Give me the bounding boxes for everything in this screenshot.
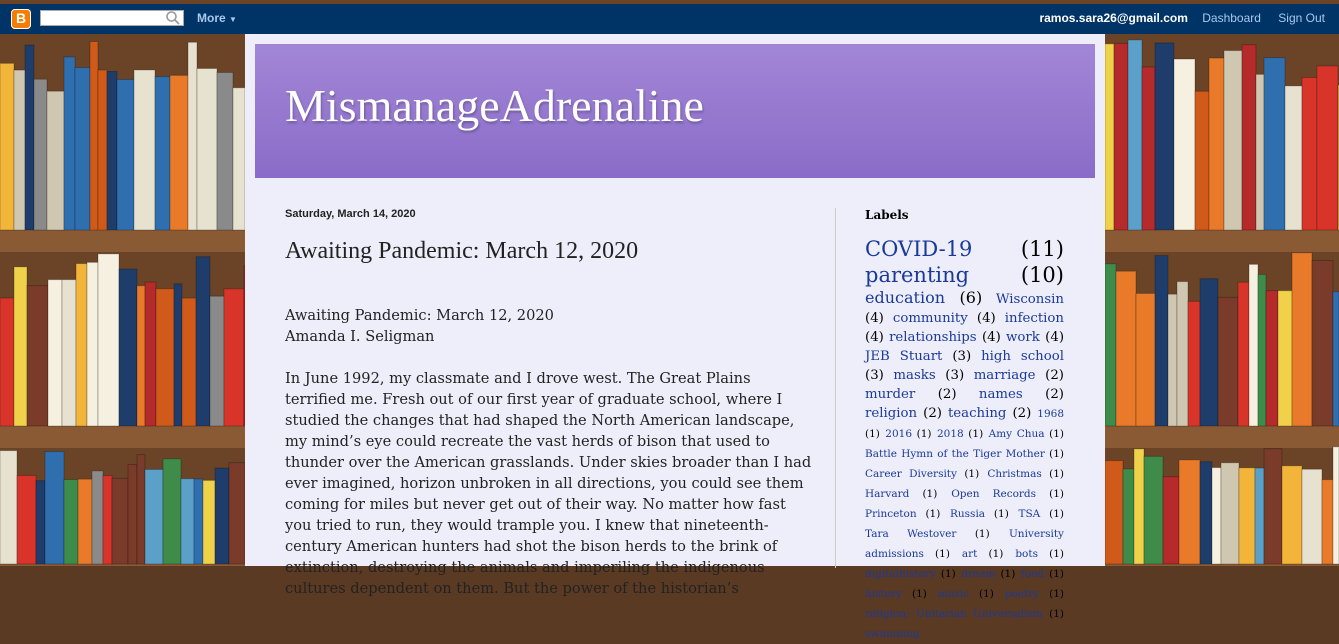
book-spine — [1221, 463, 1239, 564]
label-item — [865, 349, 971, 364]
label-count: (6) — [945, 288, 983, 307]
label-count: (4) — [976, 330, 1001, 345]
book-spine — [27, 286, 48, 426]
label-count: (1) — [923, 548, 950, 560]
book-spine — [196, 257, 210, 426]
book-spine — [1212, 468, 1221, 564]
label-link[interactable]: relationships — [889, 330, 977, 345]
book-spine — [1134, 449, 1144, 564]
book-spine — [1258, 274, 1266, 426]
book-spine — [1317, 66, 1338, 230]
label-count: (2) — [915, 387, 957, 402]
label-link[interactable]: music — [937, 588, 970, 600]
post-paragraph: In June 1992, my classmate and I drove west. The Great Plains terrified me. Fresh out of our first year of graduate school, where I studied the changes that had shaped the North American landscape, my mind’s eye could recreate the vast herds of bison that used to thunder over the American grasslands. Under skies broader than I had ever imagined, horizon unbroken in all directions, you could see them coming for miles but never get out of their way. No matter how fast you tried to run, they would trample you. I knew that nineteenth-century American hunters had shot the bison herds to the brink of extinction, destroying the animals and imperiling the indigenous cultures dependent on them. But the power of the historian’s — [285, 370, 812, 597]
book-spine — [1249, 264, 1258, 426]
label-link[interactable]: JEB Stuart — [865, 349, 943, 364]
book-spine — [163, 459, 181, 564]
book-spine — [1123, 469, 1134, 564]
label-link[interactable]: Christmas — [987, 468, 1042, 480]
book-spine — [87, 262, 98, 426]
book-spine — [182, 298, 196, 426]
book-spine — [1302, 77, 1317, 230]
book-spine — [1114, 43, 1128, 230]
label-link[interactable]: Princeton — [865, 508, 917, 520]
label-link[interactable]: Battle Hymn of the Tiger Mother — [865, 448, 1045, 460]
book-spine — [1142, 67, 1155, 230]
label-item — [1006, 330, 1064, 345]
label-count: (11) — [972, 237, 1064, 261]
labels-widget-title: Labels — [865, 208, 909, 222]
label-item — [893, 311, 996, 326]
blogger-logo-icon[interactable]: B — [11, 9, 31, 29]
label-count: (3) — [935, 368, 965, 383]
label-count: (1) — [1041, 468, 1064, 480]
post-body — [285, 305, 815, 599]
chevron-down-icon: ▼ — [229, 15, 237, 24]
label-link[interactable]: names — [978, 387, 1023, 402]
label-item — [865, 628, 920, 640]
label-count: (1) — [956, 528, 990, 540]
book-spine — [112, 478, 128, 564]
label-item — [885, 428, 931, 440]
label-count: (1) — [995, 568, 1016, 580]
label-link[interactable]: religion — [865, 406, 918, 421]
book-spine — [92, 471, 103, 564]
label-item — [865, 488, 937, 500]
label-count: (4) — [1039, 330, 1065, 345]
book-spine — [194, 479, 203, 564]
blog-header — [255, 44, 1095, 178]
book-spine — [1195, 91, 1209, 230]
label-count: (1) — [909, 488, 938, 500]
book-spine — [1136, 293, 1155, 426]
book-spine — [224, 289, 244, 426]
label-item — [989, 428, 1064, 440]
book-spine — [1255, 468, 1264, 564]
book-spine — [78, 479, 92, 564]
shelf-plank — [1105, 230, 1339, 252]
label-link[interactable]: bots — [1015, 548, 1038, 560]
book-spine — [62, 280, 76, 426]
book-spine — [188, 42, 197, 230]
blog-content — [245, 34, 1105, 640]
book-spine — [64, 480, 78, 564]
label-item — [1005, 588, 1064, 600]
book-spine — [145, 469, 163, 564]
label-item — [865, 406, 942, 421]
label-count: (1) — [985, 508, 1009, 520]
book-spine — [215, 468, 229, 564]
book-spine — [1155, 43, 1174, 230]
label-link[interactable]: Amy Chua — [988, 428, 1045, 440]
label-item — [865, 528, 990, 540]
column-divider — [835, 208, 836, 568]
label-link[interactable]: food — [1021, 568, 1045, 580]
label-link[interactable]: Tara Westover — [865, 528, 957, 540]
book-spine — [229, 463, 245, 564]
book-spine — [1188, 301, 1200, 426]
label-item — [974, 368, 1064, 383]
blogger-navbar — [0, 4, 1339, 34]
label-item — [1021, 568, 1064, 580]
book-spine — [47, 91, 64, 230]
label-item — [1015, 548, 1064, 560]
book-spine — [1264, 449, 1282, 564]
book-spine — [1322, 480, 1333, 564]
label-link[interactable]: Open Records — [951, 488, 1037, 500]
book-spine — [1266, 291, 1278, 426]
label-link[interactable]: masks — [893, 368, 936, 383]
label-link[interactable]: swimming — [865, 628, 920, 640]
book-spine — [155, 77, 170, 230]
label-link[interactable]: art — [961, 548, 978, 560]
book-spine — [1224, 51, 1242, 230]
label-item — [987, 468, 1064, 480]
label-item — [865, 237, 1064, 261]
label-item — [865, 288, 982, 307]
label-link[interactable]: 2016 — [885, 428, 913, 440]
book-spine — [119, 269, 137, 426]
book-spine — [1282, 466, 1302, 564]
book-spine — [1302, 469, 1322, 564]
label-link[interactable]: TSA — [1018, 508, 1041, 520]
book-spine — [1155, 256, 1168, 426]
label-link[interactable]: dream — [961, 568, 996, 580]
book-spine — [64, 57, 75, 230]
label-count: (1) — [936, 568, 956, 580]
book-spine — [1200, 462, 1212, 564]
label-count: (1) — [1037, 548, 1064, 560]
book-spine — [117, 79, 134, 230]
book-spine — [170, 75, 188, 230]
book-spine — [1333, 447, 1339, 564]
blog-title[interactable]: MismanageAdrenaline — [285, 80, 704, 131]
label-count: (1) — [969, 588, 994, 600]
book-spine — [1278, 291, 1292, 426]
book-spine — [181, 479, 194, 564]
label-count: (1) — [1042, 608, 1064, 620]
label-count: (3) — [942, 349, 972, 364]
label-count: (2) — [917, 406, 942, 421]
book-spine — [1105, 461, 1123, 564]
label-count: (1) — [1040, 508, 1064, 520]
label-link[interactable]: Harvard — [865, 488, 910, 500]
book-spine — [1105, 264, 1116, 426]
label-count: (2) — [1022, 387, 1064, 402]
label-link[interactable]: 1968 — [1037, 408, 1065, 420]
book-spine — [1242, 45, 1256, 230]
label-link[interactable]: history — [865, 588, 903, 600]
label-link[interactable]: Wisconsin — [995, 292, 1064, 307]
book-spine — [210, 296, 224, 426]
shelf-plank — [1105, 426, 1339, 448]
sign-out-link[interactable]: Sign Out — [1278, 11, 1325, 25]
label-item — [865, 468, 979, 480]
label-count: (1) — [865, 428, 880, 440]
book-spine — [36, 481, 45, 564]
book-spine — [203, 480, 215, 564]
label-link[interactable]: marriage — [973, 368, 1036, 383]
label-item — [893, 368, 964, 383]
label-count: (1) — [977, 548, 1004, 560]
book-spine — [75, 68, 90, 230]
book-spine — [145, 282, 156, 426]
label-item — [865, 263, 1064, 287]
label-count: (1) — [916, 508, 941, 520]
label-item — [961, 568, 1015, 580]
more-label: More — [197, 11, 226, 25]
label-item — [865, 508, 940, 520]
navbar-right — [1039, 11, 1339, 25]
label-item — [865, 568, 956, 580]
book-spine — [98, 254, 119, 426]
book-spine — [174, 284, 182, 426]
label-link[interactable]: 2018 — [936, 428, 964, 440]
label-count: (2) — [1006, 406, 1032, 421]
book-spine — [0, 451, 17, 564]
book-spine — [107, 71, 117, 230]
label-item — [948, 406, 1031, 421]
book-spine — [1144, 456, 1163, 564]
label-count: (1) — [1044, 428, 1065, 440]
book-spine — [1174, 59, 1195, 230]
label-item — [889, 330, 1001, 345]
label-count: (4) — [967, 311, 996, 326]
main-column — [285, 208, 815, 620]
label-count: (10) — [969, 263, 1064, 287]
book-spine — [1209, 58, 1224, 230]
book-spine — [1128, 40, 1142, 230]
book-spine — [1238, 282, 1249, 426]
book-spine — [17, 475, 36, 564]
book-spine — [134, 70, 155, 230]
book-spine — [1177, 282, 1188, 426]
book-spine — [1256, 74, 1264, 230]
book-spine — [1168, 294, 1177, 426]
book-spine — [1179, 460, 1200, 564]
label-item — [865, 448, 1064, 460]
label-count: (1) — [1044, 448, 1064, 460]
book-spine — [128, 464, 137, 564]
book-spine — [1285, 86, 1302, 230]
label-item — [950, 508, 1009, 520]
label-link[interactable]: poetry — [1004, 588, 1040, 600]
label-link[interactable]: work — [1006, 330, 1040, 345]
book-spine — [1200, 279, 1218, 426]
label-item — [865, 608, 1064, 620]
label-link[interactable]: Russia — [950, 508, 986, 520]
label-item — [865, 387, 957, 402]
book-spine — [1116, 271, 1136, 426]
book-spine — [233, 88, 245, 230]
label-count: (1) — [1036, 488, 1064, 500]
label-link[interactable]: murder — [865, 387, 916, 402]
book-spine — [1163, 477, 1179, 564]
label-count: (1) — [1039, 588, 1065, 600]
book-spine — [45, 452, 64, 564]
label-link[interactable]: infection — [1004, 311, 1064, 326]
post-author: Amanda I. Seligman — [285, 328, 435, 345]
label-count: (1) — [956, 468, 980, 480]
label-link[interactable]: religion; Unitarian Universalism — [865, 608, 1043, 620]
label-link[interactable]: community — [892, 311, 968, 326]
book-spine — [1264, 58, 1285, 230]
book-spine — [1292, 253, 1312, 426]
post-title[interactable]: Awaiting Pandemic: March 12, 2020 — [285, 238, 639, 264]
label-link[interactable]: COVID-19 — [865, 237, 973, 261]
book-spine — [137, 455, 145, 564]
shelf-plank — [0, 230, 245, 252]
book-spine — [14, 267, 27, 426]
book-spine — [1105, 44, 1114, 230]
label-link[interactable]: parenting — [865, 263, 970, 287]
label-count: (1) — [1044, 568, 1065, 580]
book-spine — [1218, 297, 1238, 426]
book-spine — [0, 63, 14, 230]
book-spine — [34, 79, 47, 230]
book-spine — [14, 70, 25, 230]
label-count: (4) — [865, 330, 884, 345]
label-count: (2) — [1035, 368, 1064, 383]
more-menu[interactable] — [197, 11, 237, 25]
book-spine — [98, 70, 107, 230]
label-item — [951, 488, 1064, 500]
label-cloud — [865, 236, 1064, 644]
shelf-plank — [0, 426, 245, 448]
post-date: Saturday, March 14, 2020 — [285, 208, 416, 220]
book-spine — [25, 45, 34, 230]
label-item — [938, 588, 994, 600]
label-link[interactable]: education — [865, 288, 945, 307]
label-count: (1) — [963, 428, 984, 440]
label-count: (3) — [865, 368, 884, 383]
book-spine — [0, 298, 14, 426]
post-body-heading: Awaiting Pandemic: March 12, 2020 — [285, 307, 554, 324]
book-spine — [217, 72, 233, 230]
label-item — [1018, 508, 1064, 520]
label-count: (4) — [865, 311, 884, 326]
book-spine — [76, 264, 87, 426]
sidebar — [865, 208, 1064, 644]
label-count: (1) — [902, 588, 927, 600]
book-spine — [1312, 260, 1333, 426]
user-email: ramos.sara26@gmail.com — [1039, 11, 1188, 25]
book-spine — [156, 289, 174, 426]
book-spine — [48, 280, 62, 426]
book-spine — [90, 42, 98, 230]
book-spine — [1333, 292, 1339, 426]
book-spine — [103, 476, 112, 564]
search-input[interactable] — [40, 10, 184, 26]
book-spine — [1239, 468, 1255, 564]
label-item — [962, 548, 1004, 560]
label-link[interactable]: Career Diversity — [865, 468, 957, 480]
book-spine — [137, 286, 145, 426]
label-item — [865, 588, 927, 600]
label-link[interactable]: digitalhistory — [865, 568, 936, 580]
search-icon[interactable] — [165, 10, 181, 26]
label-item — [937, 428, 983, 440]
label-link[interactable]: high school — [981, 349, 1065, 364]
label-link[interactable]: University admissions — [865, 528, 1064, 560]
label-count: (1) — [912, 428, 932, 440]
label-link[interactable]: teaching — [947, 406, 1007, 421]
book-spine — [197, 68, 217, 230]
dashboard-link[interactable]: Dashboard — [1202, 11, 1261, 25]
label-item — [979, 387, 1064, 402]
